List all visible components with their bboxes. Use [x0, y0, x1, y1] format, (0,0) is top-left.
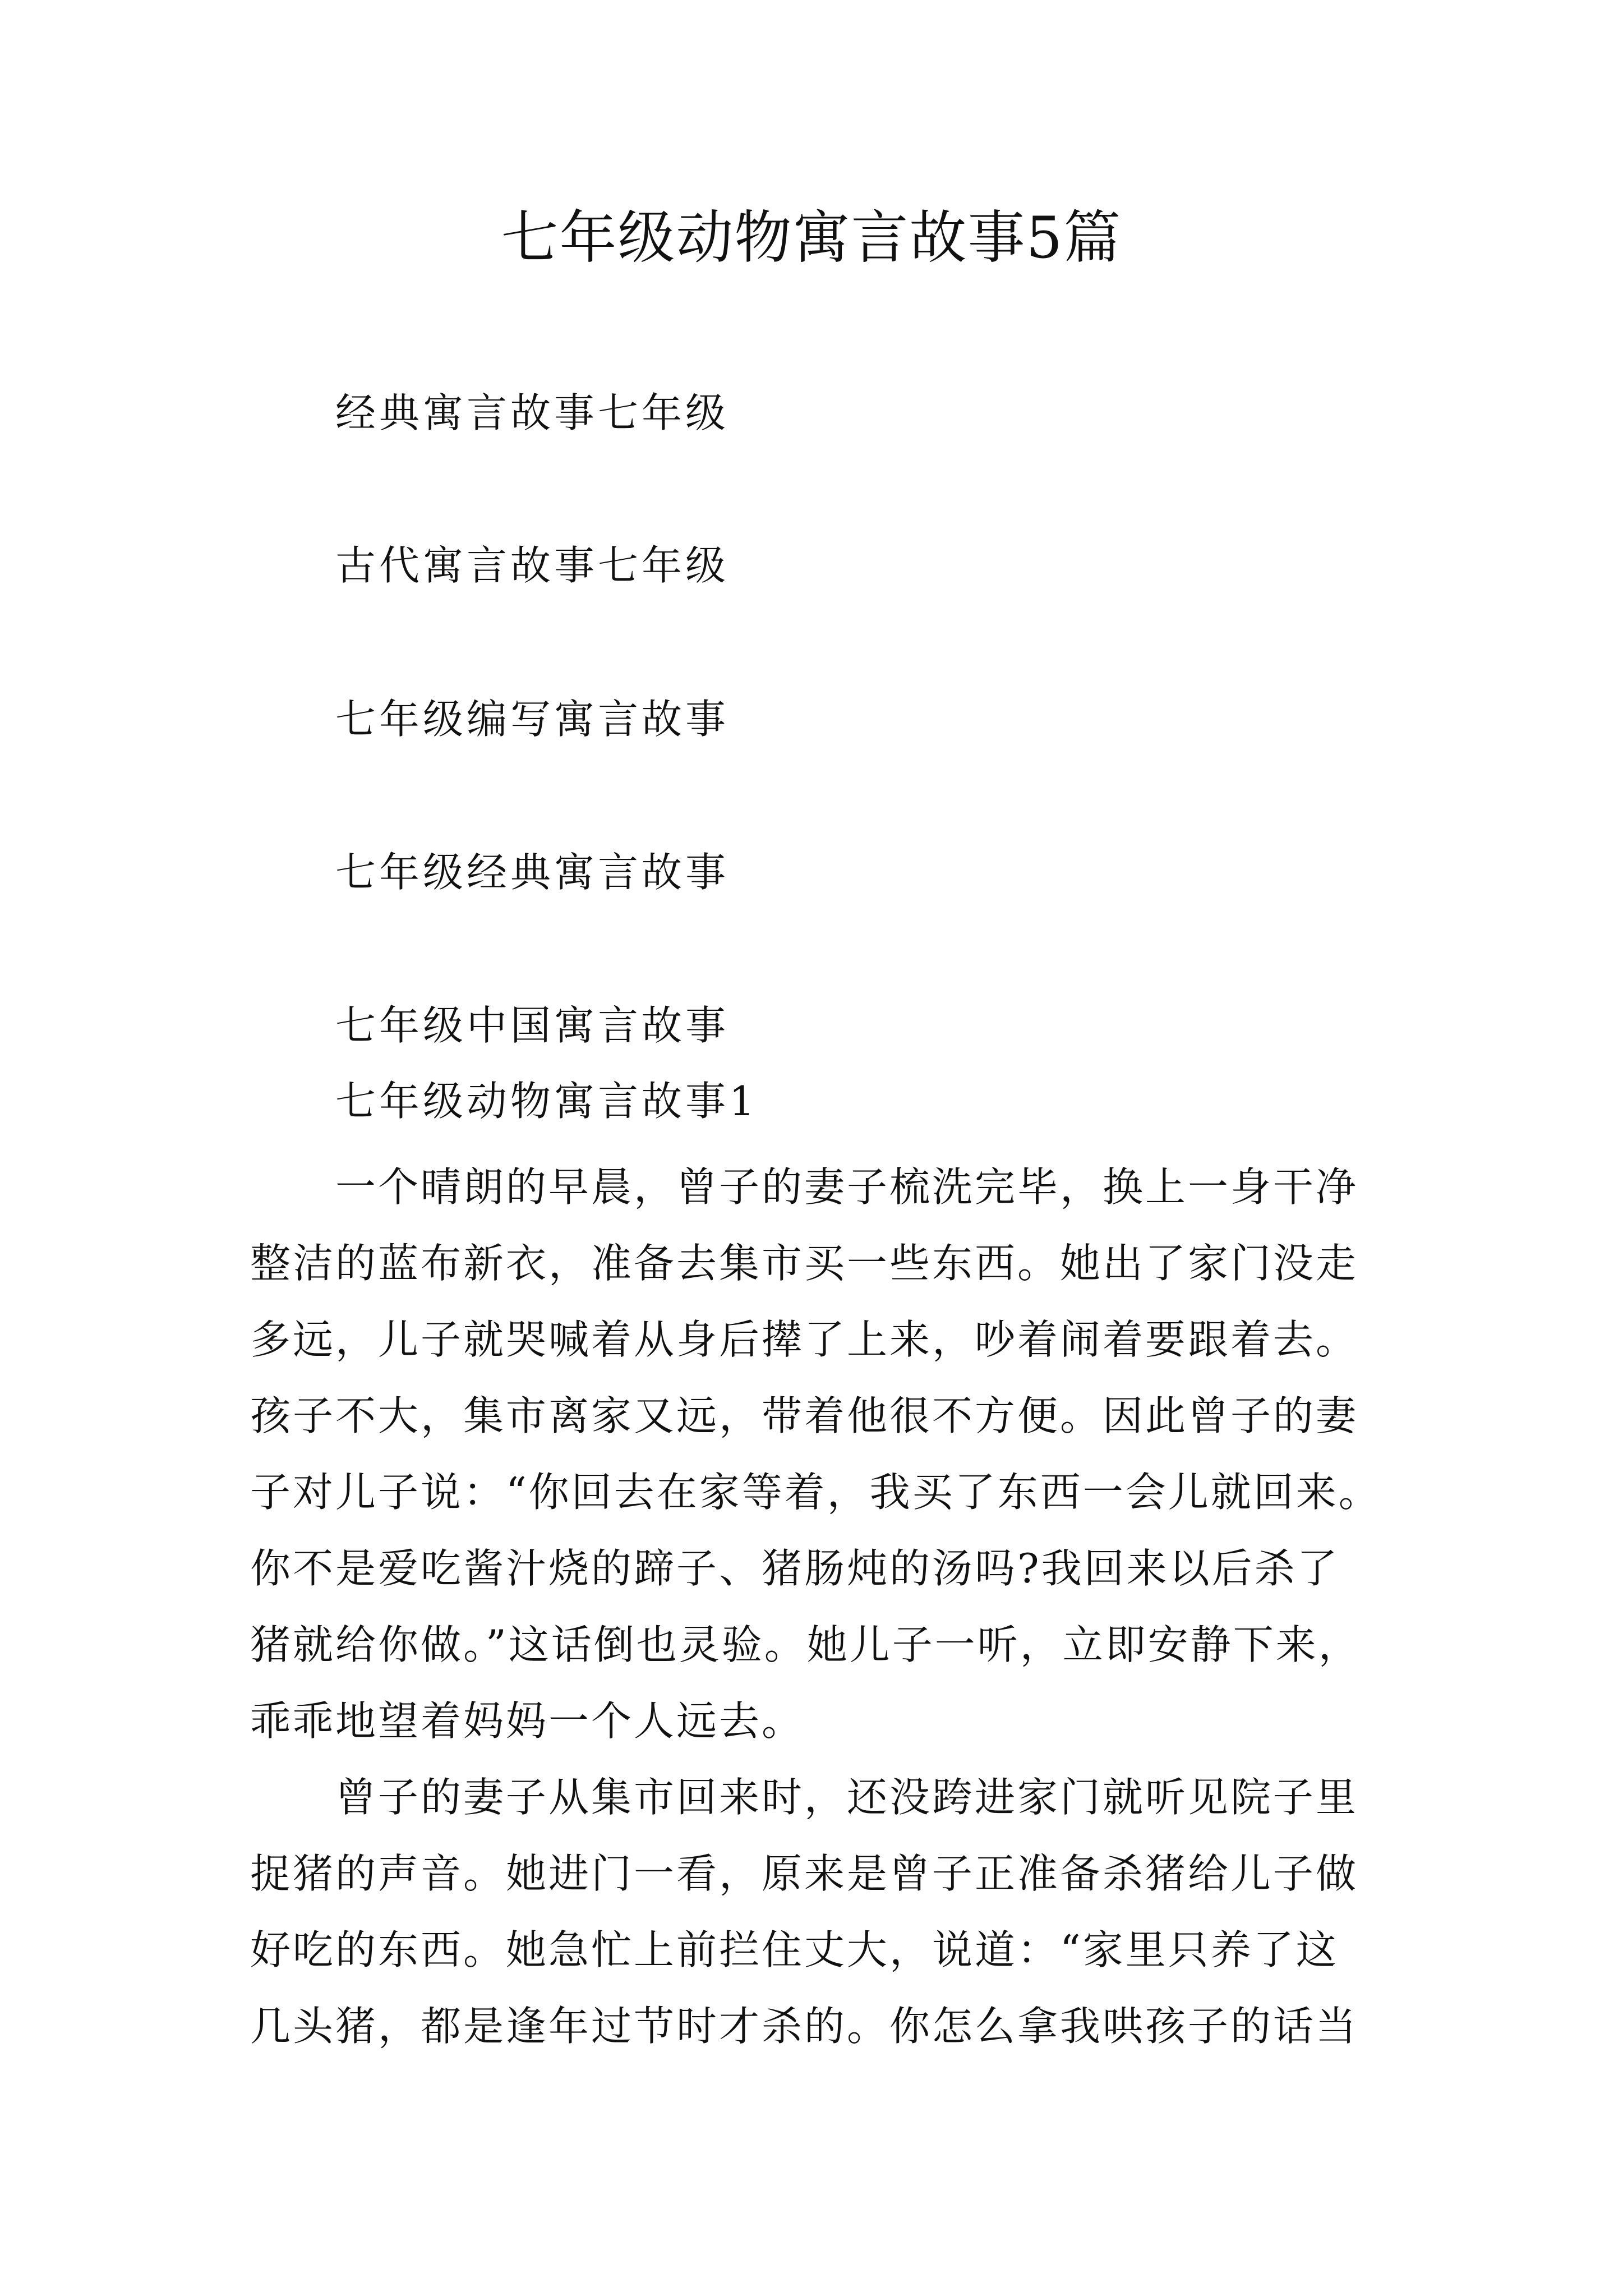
section-heading: 七年级动物寓言故事1 — [335, 1078, 758, 1125]
toc-item: 古代寓言故事七年级 — [335, 542, 730, 589]
paragraph-line: 子对儿子说：“你回去在家等着，我买了东西一会儿就回来。 — [250, 1469, 1381, 1516]
toc-item: 七年级编写寓言故事 — [335, 696, 730, 743]
paragraph-line: 整洁的蓝布新衣，准备去集市买一些东西。她出了家门没走 — [250, 1240, 1359, 1287]
paragraph-line: 好吃的东西。她急忙上前拦住丈大，说道：“家里只养了这 — [250, 1926, 1339, 1973]
paragraph-line: 你不是爱吃酱汁烧的蹄子、猪肠炖的汤吗?我回来以后杀了 — [250, 1545, 1340, 1592]
paragraph-line: 捉猪的声音。她进门一看，原来是曾子正准备杀猪给儿子做 — [250, 1850, 1359, 1897]
paragraph-line: 孩子不大，集市离家又远，带着他很不方便。因此曾子的妻 — [250, 1392, 1359, 1439]
body-paragraph — [250, 1759, 1394, 2064]
paragraph-line: 乖乖地望着妈妈一个人远去。 — [250, 1697, 805, 1745]
paragraph-line: 多远，儿子就哭喊着从身后撵了上来，吵着闹着要跟着去。 — [250, 1316, 1359, 1363]
paragraph-line: 猪就给你做。”这话倒也灵验。她儿子一听，立即安静下来， — [250, 1621, 1361, 1668]
paragraph-line: 曾子的妻子从集市回来时，还没跨进家门就听见院子里 — [335, 1774, 1359, 1821]
toc-item: 七年级中国寓言故事 — [335, 1002, 730, 1049]
paragraph-line: 一个晴朗的早晨，曾子的妻子梳洗完毕，换上一身干净 — [335, 1163, 1359, 1211]
toc-item: 七年级经典寓言故事 — [335, 849, 730, 896]
paragraph-line: 几头猪，都是逢年过节时才杀的。你怎么拿我哄孩子的话当 — [250, 2003, 1359, 2050]
body-paragraph — [250, 1149, 1394, 1759]
document-title: 七年级动物寓言故事5篇 — [501, 205, 1122, 272]
toc-item: 经典寓言故事七年级 — [335, 389, 730, 436]
